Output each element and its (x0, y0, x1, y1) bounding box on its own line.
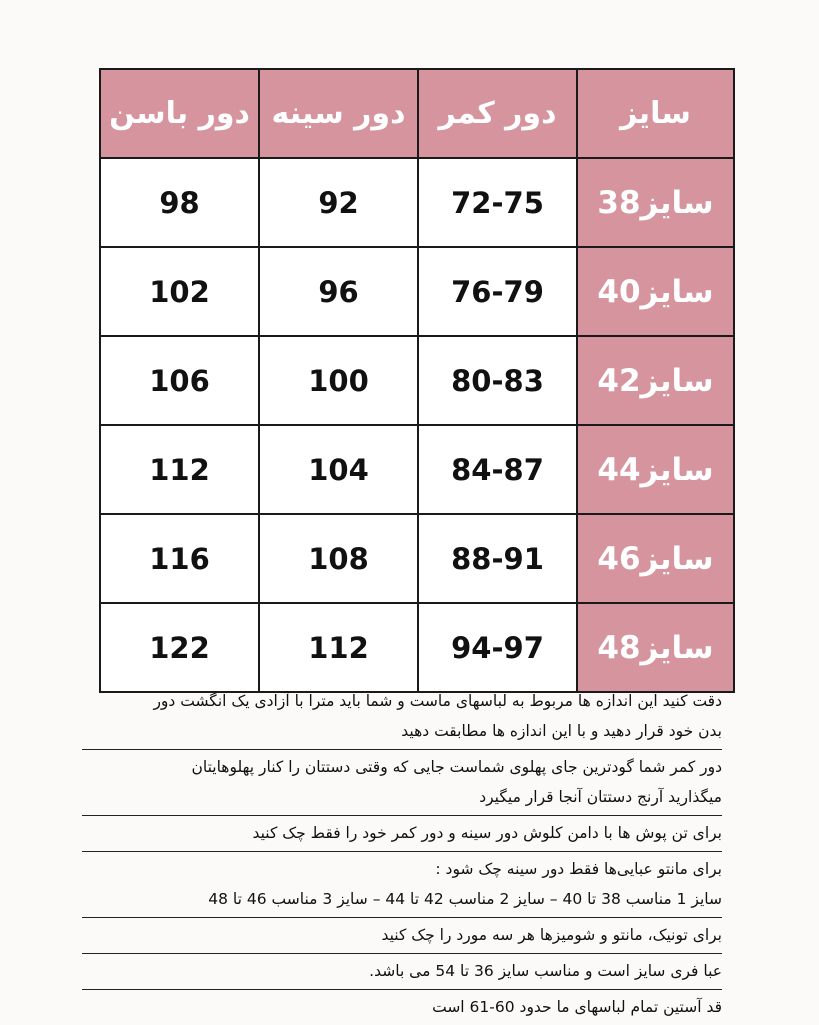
note-aba (82, 954, 722, 990)
note-fit (82, 684, 722, 750)
table-header-row (100, 69, 734, 158)
note-line: برای مانتو عبایی‌ها فقط دور سینه چک شود : (435, 860, 722, 878)
size-cell: سایز48 (577, 603, 734, 692)
header-waist: دور کمر (418, 69, 577, 158)
size-cell: سایز44 (577, 425, 734, 514)
size-notes (82, 684, 722, 1025)
note-line: دقت کنید این اندازه ها مربوط به لباسهای ماست و شما باید مترا با آزادی یک انگشت دور (153, 692, 722, 710)
chest-cell: 92 (259, 158, 418, 247)
table-row (100, 336, 734, 425)
note-line: بدن خود قرار دهید و با این اندازه ها مطابقت دهید (401, 722, 722, 740)
hip-cell: 106 (100, 336, 259, 425)
chest-cell: 100 (259, 336, 418, 425)
waist-cell: 94-97 (418, 603, 577, 692)
size-chart-table (99, 68, 735, 693)
chest-cell: 104 (259, 425, 418, 514)
header-hip: دور باسن (100, 69, 259, 158)
note-sleeve (82, 990, 722, 1025)
waist-cell: 76-79 (418, 247, 577, 336)
table-row (100, 158, 734, 247)
waist-cell: 88-91 (418, 514, 577, 603)
note-line: برای تن پوش ها با دامن کلوش دور سینه و دور کمر خود را فقط چک کنید (252, 824, 722, 842)
hip-cell: 116 (100, 514, 259, 603)
waist-cell: 72-75 (418, 158, 577, 247)
note-tunic (82, 918, 722, 954)
hip-cell: 98 (100, 158, 259, 247)
header-size: سایز (577, 69, 734, 158)
chest-cell: 108 (259, 514, 418, 603)
size-cell: سایز38 (577, 158, 734, 247)
size-cell: سایز42 (577, 336, 734, 425)
note-line: برای تونیک، مانتو و شومیزها هر سه مورد را چک کنید (381, 926, 722, 944)
note-line: قد آستین تمام لباسهای ما حدود 60-61 است (432, 998, 722, 1016)
chest-cell: 112 (259, 603, 418, 692)
table-row (100, 603, 734, 692)
table-row (100, 247, 734, 336)
size-cell: سایز46 (577, 514, 734, 603)
waist-cell: 80-83 (418, 336, 577, 425)
hip-cell: 122 (100, 603, 259, 692)
note-flared-dress (82, 816, 722, 852)
hip-cell: 102 (100, 247, 259, 336)
note-waist (82, 750, 722, 816)
note-line: سایز 1 مناسب 38 تا 40 – سایز 2 مناسب 42 تا 44 – سایز 3 مناسب 46 تا 48 (208, 890, 722, 908)
note-abaya-manteau (82, 852, 722, 918)
size-cell: سایز40 (577, 247, 734, 336)
note-line: عبا فری سایز است و مناسب سایز 36 تا 54 می باشد. (369, 962, 722, 980)
header-chest: دور سینه (259, 69, 418, 158)
chest-cell: 96 (259, 247, 418, 336)
hip-cell: 112 (100, 425, 259, 514)
table-row (100, 514, 734, 603)
note-line: میگذارید آرنج دستتان آنجا قرار میگیرد (479, 788, 722, 806)
note-line: دور کمر شما گودترین جای پهلوی شماست جایی که وقتی دستتان را کنار پهلوهایتان (191, 758, 722, 776)
table-row (100, 425, 734, 514)
waist-cell: 84-87 (418, 425, 577, 514)
